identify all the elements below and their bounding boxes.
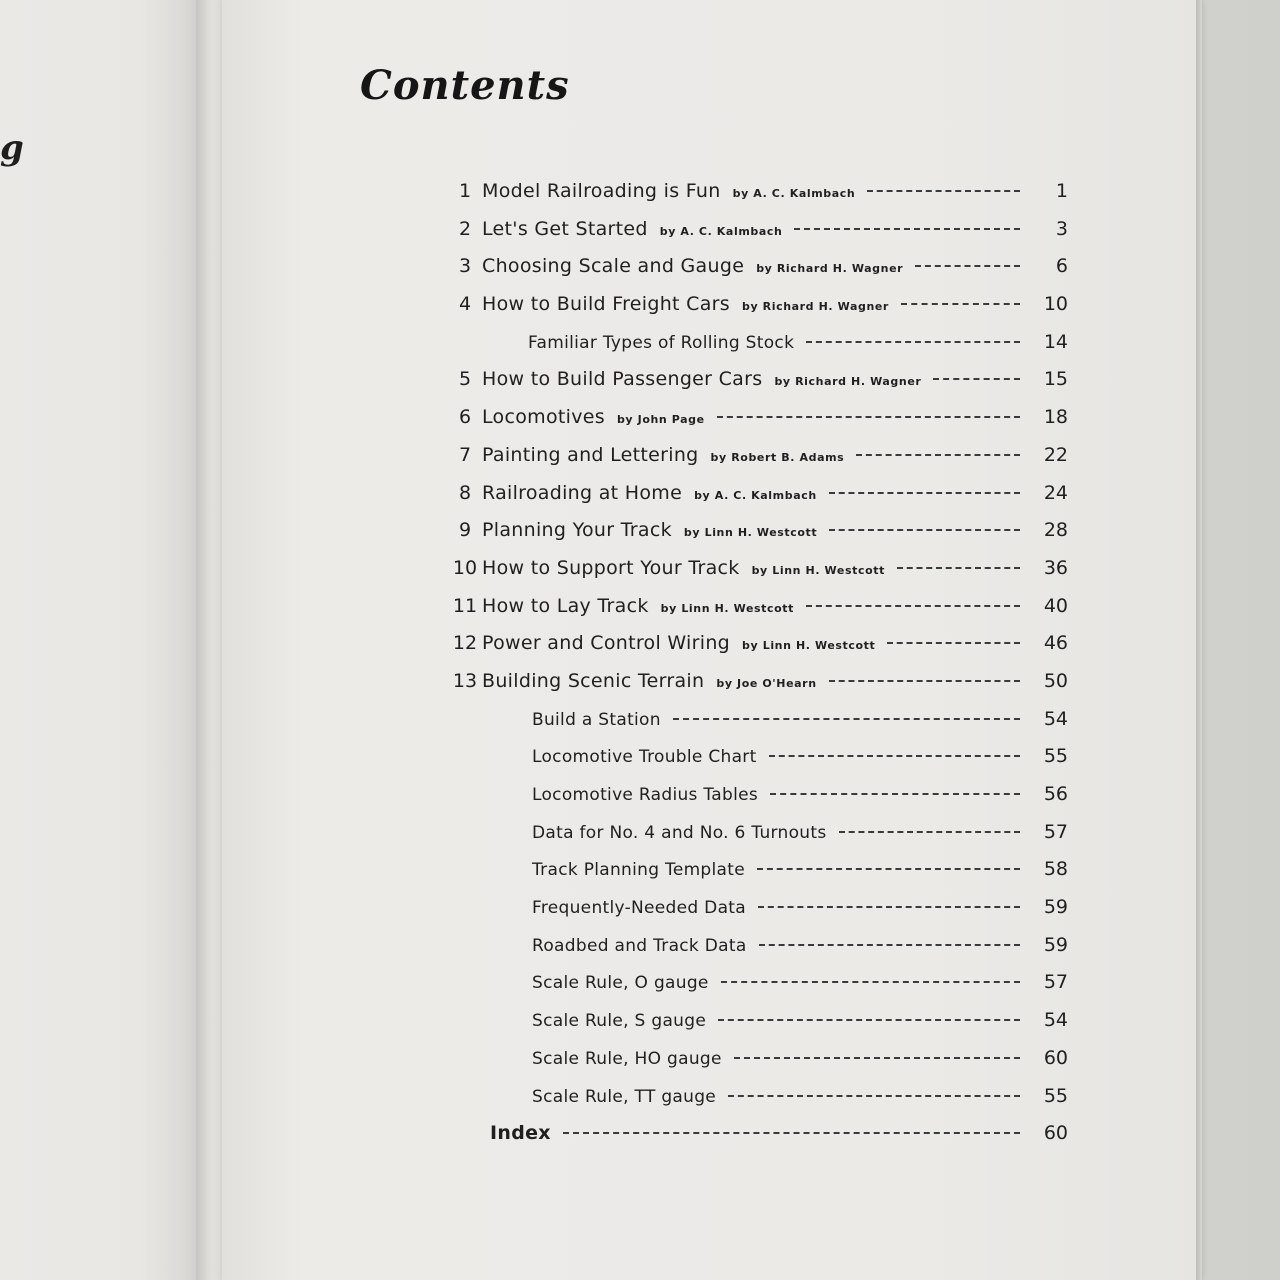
entry-title: Scale Rule, S gauge: [532, 1011, 707, 1032]
entry-number: 1: [458, 180, 472, 202]
entry-title: Index: [490, 1122, 551, 1145]
entry-page: 18: [1043, 406, 1068, 429]
dot-leader: [769, 755, 1020, 757]
toc-entry: [448, 180, 1068, 218]
dot-leader: [563, 1132, 1020, 1134]
entry-byline: by John Page: [616, 413, 705, 427]
entry-page: 36: [1043, 556, 1068, 579]
entry-page: 60: [1043, 1122, 1068, 1145]
entry-page: 54: [1043, 1009, 1068, 1032]
entry-title: Scale Rule, HO gauge: [532, 1048, 722, 1069]
toc-index-entry: [448, 1122, 1068, 1160]
dot-leader: [887, 642, 1020, 644]
toc-entry: [448, 519, 1068, 557]
toc-subentry: [448, 821, 1068, 859]
entry-number: 10: [452, 556, 478, 579]
toc-entry: [448, 368, 1068, 406]
toc-entry: [448, 255, 1068, 293]
dot-leader: [829, 529, 1020, 531]
entry-number: 9: [458, 519, 472, 542]
entry-byline: by A. C. Kalmbach: [732, 187, 856, 200]
left-page: [0, 0, 200, 1280]
entry-title: Railroading at Home: [482, 481, 683, 504]
dot-leader: [721, 981, 1020, 983]
entry-title: Painting and Lettering: [482, 443, 699, 466]
toc-entry: [448, 670, 1068, 708]
entry-number: 12: [452, 632, 478, 655]
dot-leader: [734, 1057, 1020, 1059]
entry-page: 24: [1043, 481, 1068, 504]
entry-title: How to Build Passenger Cars: [482, 368, 763, 391]
entry-title: Planning Your Track: [482, 519, 672, 542]
entry-number: 4: [458, 293, 472, 316]
toc-entry: [448, 557, 1068, 595]
entry-page: 59: [1043, 896, 1068, 919]
entry-page: 46: [1043, 632, 1068, 655]
entry-title: Track Planning Template: [532, 860, 745, 881]
entry-byline: by Richard H. Wagner: [741, 300, 889, 314]
entry-title: How to Lay Track: [482, 594, 649, 617]
entry-title: Model Railroading is Fun: [482, 180, 721, 202]
dot-leader: [770, 793, 1020, 795]
entry-title: How to Support Your Track: [482, 556, 740, 579]
dot-leader: [829, 680, 1020, 682]
dot-leader: [673, 718, 1020, 720]
entry-page: 55: [1043, 745, 1068, 768]
toc-entry: [448, 595, 1068, 633]
entry-title: Scale Rule, O gauge: [532, 973, 709, 994]
entry-page: 14: [1043, 330, 1068, 353]
toc-subentry: [448, 745, 1068, 783]
dot-leader: [897, 567, 1020, 569]
toc-subentry: [448, 1047, 1068, 1085]
entry-page: 10: [1043, 293, 1068, 316]
entry-byline: by Linn H. Westcott: [660, 601, 795, 615]
entry-page: 6: [1055, 255, 1068, 278]
dot-leader: [717, 416, 1020, 418]
entry-page: 3: [1055, 217, 1068, 240]
entry-page: 1: [1055, 180, 1068, 202]
entry-page: 57: [1043, 971, 1068, 994]
dot-leader: [806, 605, 1020, 607]
toc-subentry: [448, 934, 1068, 972]
entry-title: Locomotives: [482, 406, 605, 429]
toc-subentry: [448, 708, 1068, 746]
toc-entry: [448, 482, 1068, 520]
entry-title: Choosing Scale and Gauge: [482, 255, 745, 278]
entry-number: 5: [458, 368, 472, 391]
entry-number: 7: [458, 443, 472, 466]
entry-byline: by Linn H. Westcott: [751, 563, 885, 577]
entry-page: 58: [1043, 858, 1068, 881]
entry-number: 13: [452, 669, 478, 692]
entry-title: How to Build Freight Cars: [482, 293, 730, 316]
entry-title: Data for No. 4 and No. 6 Turnouts: [532, 822, 827, 843]
left-page-fragment: g: [0, 128, 24, 168]
toc-entry: [448, 632, 1068, 670]
entry-page: 54: [1043, 707, 1068, 730]
entry-title: Power and Control Wiring: [482, 632, 731, 655]
contents-heading: Contents: [360, 62, 570, 109]
toc-subentry: [448, 971, 1068, 1009]
dot-leader: [901, 303, 1020, 305]
toc-subentry: [448, 783, 1068, 821]
dot-leader: [839, 831, 1021, 833]
entry-title: Familiar Types of Rolling Stock: [528, 332, 795, 353]
toc-subentry: [448, 858, 1068, 896]
entry-title: Roadbed and Track Data: [532, 935, 747, 956]
entry-page: 57: [1043, 820, 1068, 843]
dot-leader: [718, 1019, 1020, 1021]
entry-page: 59: [1043, 933, 1068, 956]
entry-page: 60: [1043, 1046, 1068, 1069]
toc-subentry: [448, 331, 1068, 369]
table-of-contents: [448, 180, 1068, 1160]
toc-entry: [448, 444, 1068, 482]
entry-byline: by A. C. Kalmbach: [659, 224, 783, 238]
entry-number: 8: [458, 481, 472, 504]
entry-byline: by Richard H. Wagner: [774, 375, 922, 389]
entry-page: 56: [1043, 783, 1068, 805]
entry-title: Frequently-Needed Data: [532, 898, 746, 919]
dot-leader: [867, 190, 1020, 192]
entry-page: 40: [1043, 594, 1068, 617]
entry-byline: by Linn H. Westcott: [742, 639, 876, 653]
entry-number: 6: [458, 406, 472, 429]
dot-leader: [758, 906, 1020, 908]
dot-leader: [806, 341, 1020, 343]
entry-title: Building Scenic Terrain: [482, 669, 705, 692]
entry-page: 15: [1043, 368, 1068, 391]
entry-title: Let's Get Started: [482, 217, 648, 240]
entry-title: Build a Station: [532, 709, 661, 730]
entry-byline: by Linn H. Westcott: [683, 526, 818, 540]
dot-leader: [728, 1095, 1020, 1097]
entry-byline: by Robert B. Adams: [710, 450, 845, 464]
dot-leader: [829, 492, 1020, 494]
dot-leader: [933, 378, 1020, 380]
toc-entry: [448, 406, 1068, 444]
entry-title: Locomotive Radius Tables: [532, 785, 759, 805]
page-edge: [1196, 0, 1202, 1280]
toc-subentry: [448, 896, 1068, 934]
entry-byline: by Joe O'Hearn: [716, 676, 817, 690]
dot-leader: [759, 944, 1020, 946]
entry-byline: by A. C. Kalmbach: [694, 488, 817, 502]
dot-leader: [915, 265, 1020, 267]
entry-title: Locomotive Trouble Chart: [532, 747, 757, 768]
dot-leader: [856, 454, 1020, 456]
entry-number: 11: [452, 594, 478, 617]
entry-page: 28: [1043, 519, 1068, 542]
entry-page: 50: [1043, 669, 1068, 692]
toc-entry: [448, 218, 1068, 256]
toc-entry: [448, 293, 1068, 331]
entry-page: 22: [1043, 443, 1068, 466]
entry-title: Scale Rule, TT gauge: [532, 1086, 717, 1107]
entry-page: 55: [1043, 1084, 1068, 1107]
entry-number: 2: [458, 217, 472, 240]
toc-subentry: [448, 1009, 1068, 1047]
dot-leader: [757, 868, 1020, 870]
entry-byline: by Richard H. Wagner: [756, 262, 904, 276]
entry-number: 3: [458, 255, 472, 278]
toc-subentry: [448, 1085, 1068, 1123]
dot-leader: [794, 228, 1020, 230]
